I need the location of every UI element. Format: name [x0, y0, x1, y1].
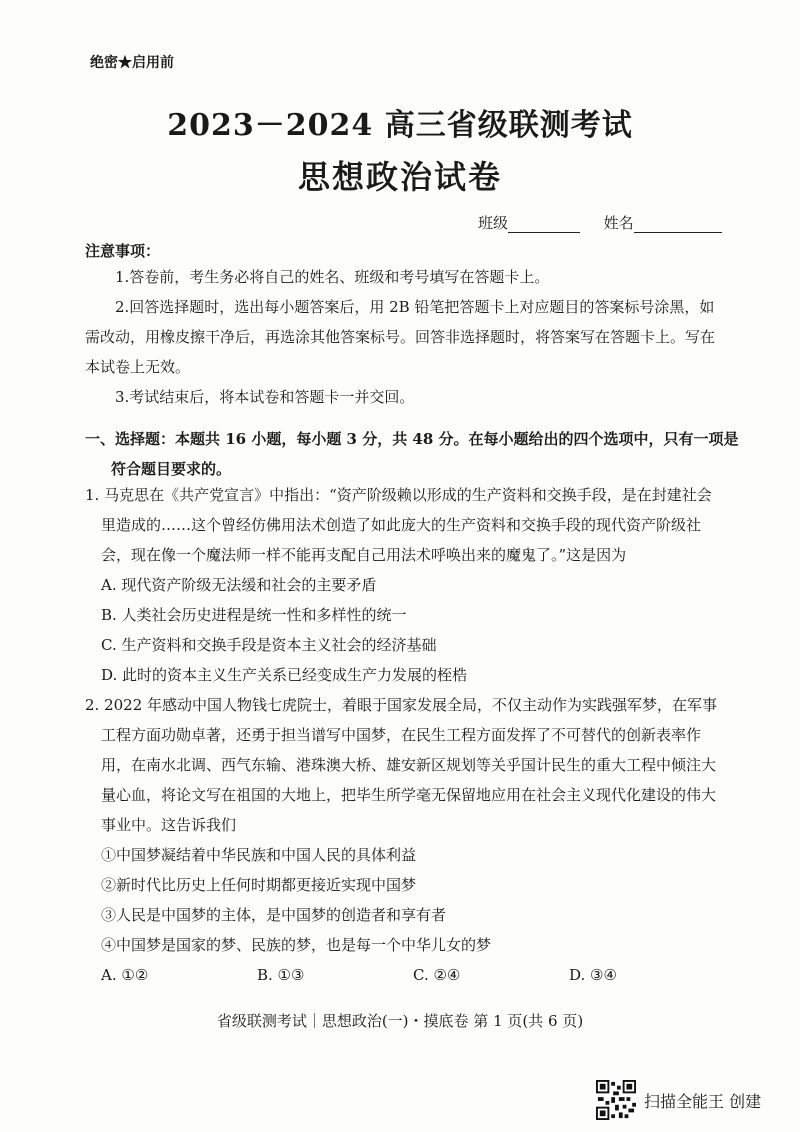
- notice-list: [85, 262, 723, 412]
- notice-item: 1.答卷前，考生务必将自己的姓名、班级和考号填写在答题卡上。: [115, 268, 550, 286]
- option-c: C. 生产资料和交换手段是资本主义社会的经济基础: [101, 636, 437, 654]
- section-heading: 一、选择题：本题共 16 小题，每小题 3 分，共 48 分。在每小题给出的四个选项中，只有一项是符合题目要求的。: [85, 430, 739, 478]
- class-blank: [508, 216, 580, 233]
- statement-3: ③人民是中国梦的主体，是中国梦的创造者和享有者: [101, 906, 447, 924]
- student-info-bar: [478, 212, 722, 233]
- page-footer: 省级联测考试｜思想政治(一)・摸底卷 第 1 页(共 6 页): [216, 1012, 584, 1030]
- option-a: A. ①②: [101, 966, 149, 984]
- option-c: C. ②④: [413, 966, 461, 984]
- option-d: D. 此时的资本主义生产关系已经变成生产力发展的桎梏: [101, 666, 468, 684]
- option-b: B. 人类社会历史进程是统一性和多样性的统一: [101, 606, 407, 624]
- question-stem: 1. 马克思在《共产党宣言》中指出：“资产阶级赖以形成的生产资料和交换手段，是在封建社会里造成的……这个曾经仿佛用法术创造了如此庞大的生产资料和交换手段的现代资产阶级社会，现在像一个魔法师一样不能再支配自己用法术呼唤出来的魔鬼了。”这是因为: [85, 486, 712, 564]
- qr-code-icon: [596, 1080, 636, 1120]
- statement-4: ④中国梦是国家的梦、民族的梦，也是每一个中华儿女的梦: [101, 936, 492, 954]
- subject-title: 思想政治试卷: [297, 158, 502, 196]
- name-blank: [634, 216, 722, 233]
- question-1: [85, 480, 725, 690]
- notice-item: 2.回答选择题时，选出每小题答案后，用 2B 铅笔把答题卡上对应题目的答案标号涂黑，如需改动，用橡皮擦干净后，再选涂其他答案标号。回答非选择题时，将答案写在答题卡上。写在本试卷上无效。: [85, 298, 716, 376]
- statement-2: ②新时代比历史上任何时期都更接近实现中国梦: [101, 876, 417, 894]
- question-stem: 2. 2022 年感动中国人物钱七虎院士，着眼于国家发展全局，不仅主动作为实践强军梦，在军事工程方面功勋卓著，还勇于担当谱写中国梦，在民生工程方面发挥了不可替代的创新表率作用，在南水北调、西气东输、港珠澳大桥、雄安新区规划等关乎国计民生的重大工程中倾注大量心血，将论文写在祖国的大地上，把毕生所学毫无保留地应用在社会主义现代化建设的伟大事业中。这告诉我们: [85, 696, 718, 834]
- secret-mark: 绝密★启用前: [90, 55, 174, 71]
- option-d: D. ③④: [569, 966, 617, 984]
- statement-1: ①中国梦凝结着中华民族和中国人民的具体利益: [101, 846, 417, 864]
- notice-title: 注意事项：: [85, 242, 161, 260]
- option-a: A. 现代资产阶级无法缓和社会的主要矛盾: [101, 576, 377, 594]
- answer-options: [101, 960, 725, 990]
- scanner-label: 扫描全能王 创建: [644, 1091, 762, 1111]
- option-b: B. ①③: [257, 966, 305, 984]
- scanner-watermark: [596, 1080, 761, 1120]
- question-2: [85, 690, 725, 990]
- class-label: 班级: [478, 214, 509, 232]
- name-label: 姓名: [603, 214, 634, 232]
- notice-item: 3.考试结束后，将本试卷和答题卡一并交回。: [115, 388, 415, 406]
- exam-title: 2023－2024 高三省级联测考试: [167, 108, 633, 143]
